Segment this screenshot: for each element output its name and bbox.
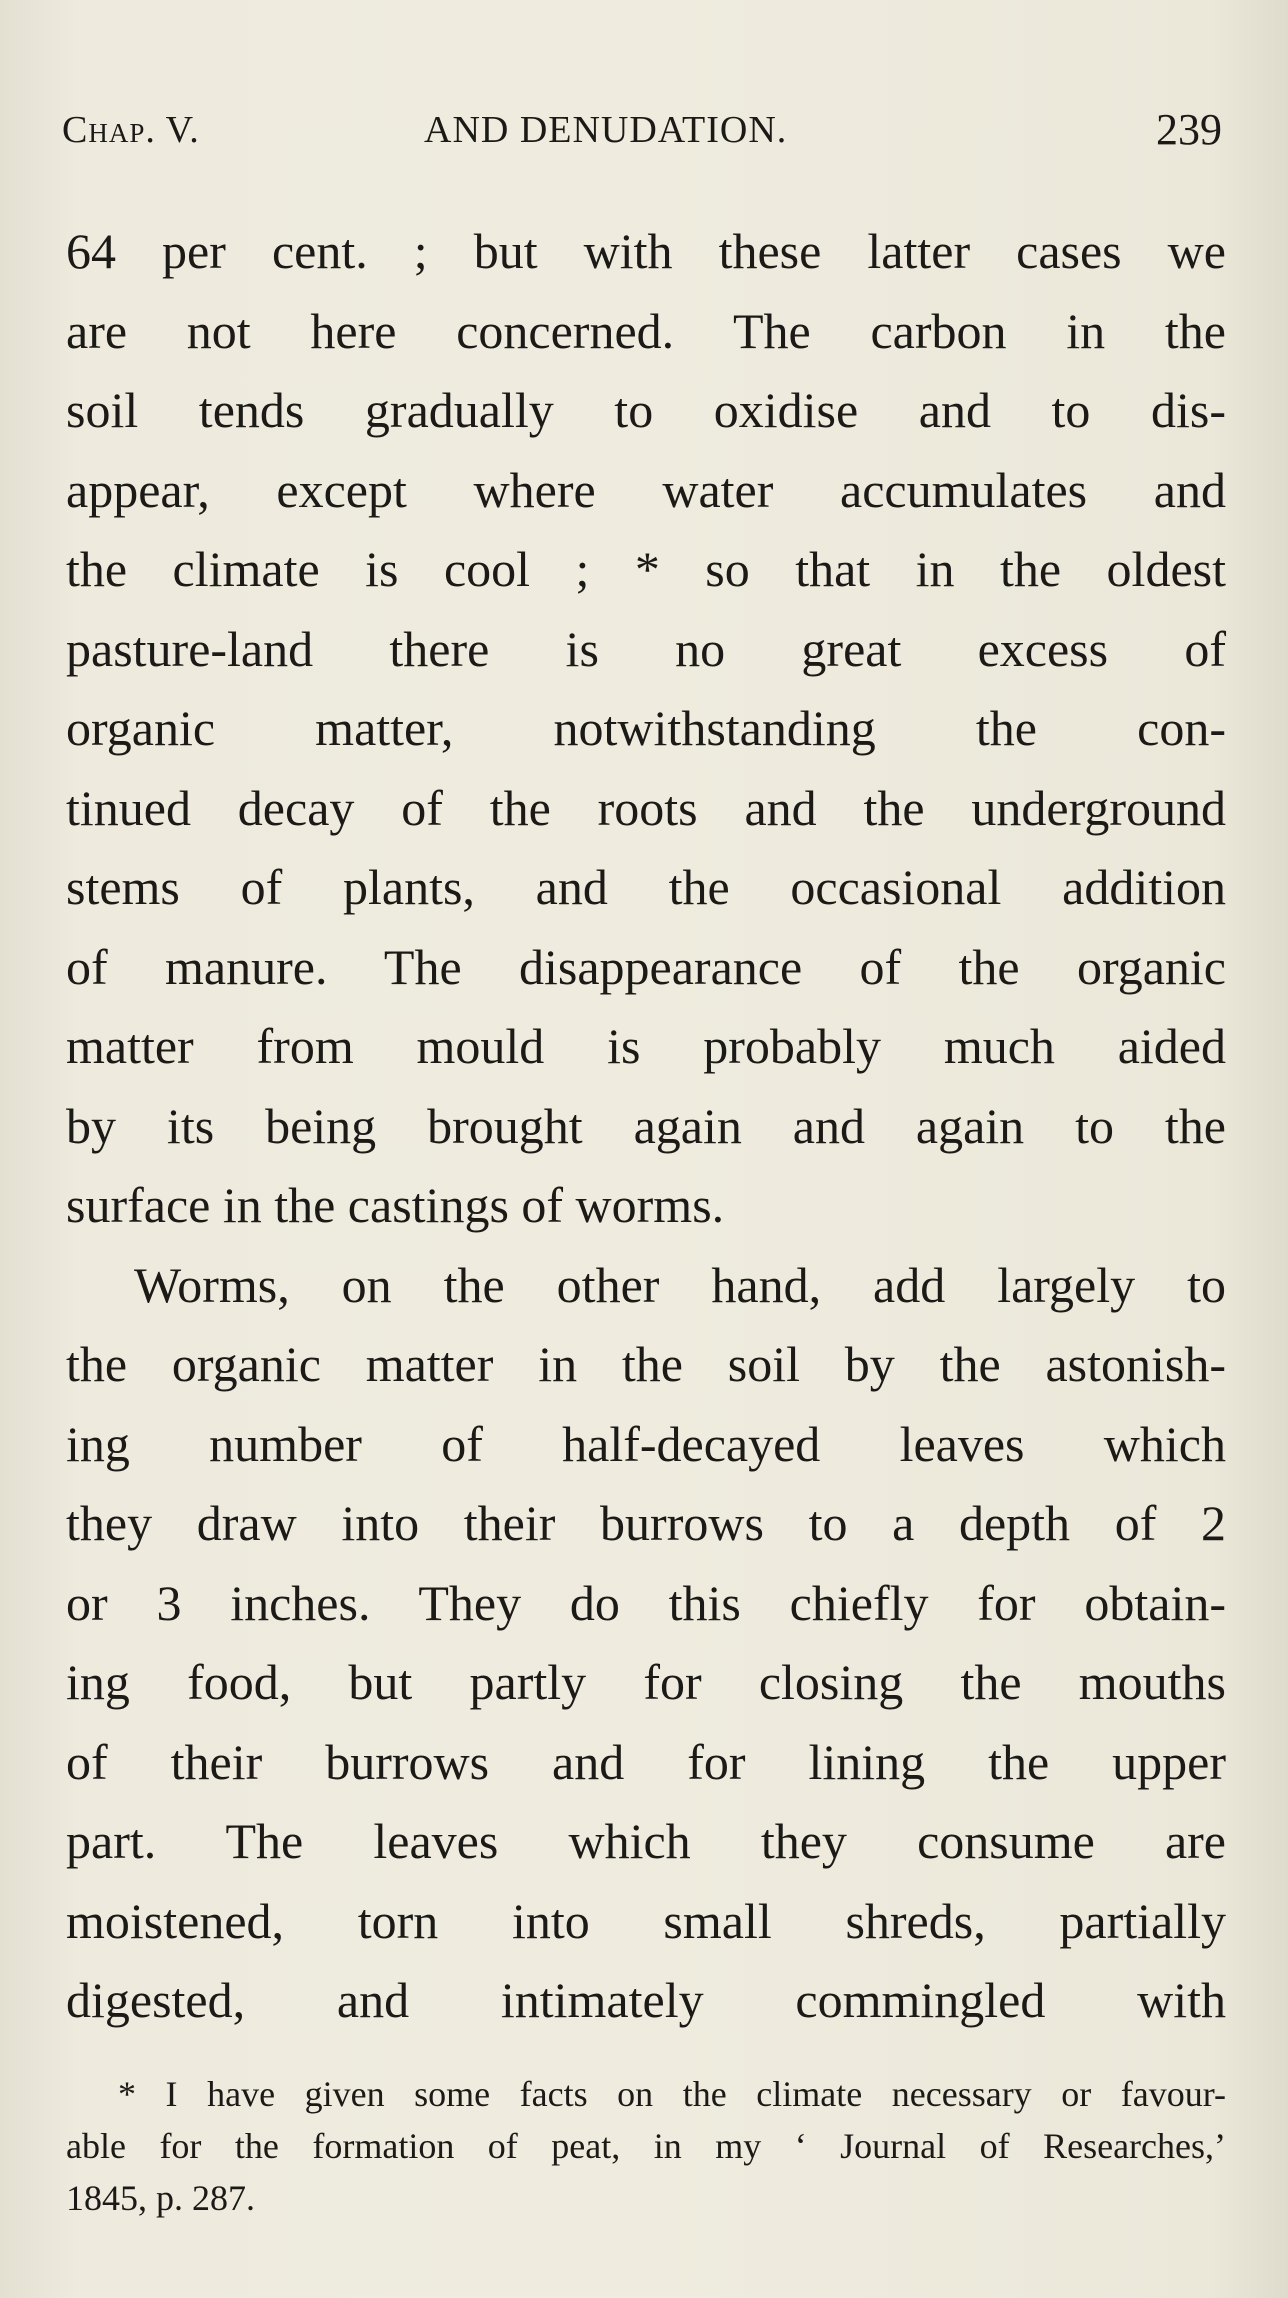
text-line: matter from mould is probably much aided — [66, 1018, 1226, 1074]
text-line: pasture-land there is no great excess of — [66, 620, 1226, 677]
chapter-label: Chap. V. — [62, 109, 200, 151]
body-text — [66, 212, 1226, 2041]
footnote-line: able for the formation of peat, in my ‘ Journal of Researches,’ — [66, 2126, 1226, 2166]
page-header — [62, 100, 1222, 160]
text-line: by its being brought again and again to the — [66, 1097, 1226, 1154]
text-line: appear, except where water accumulates and — [66, 461, 1226, 518]
text-line: part. The leaves which they consume are — [66, 1813, 1226, 1869]
text-line: moistened, torn into small shreds, partially — [66, 1892, 1226, 1949]
footnote-line: * I have given some facts on the climate necessary or favour- — [118, 2074, 1226, 2114]
text-line: ing number of half-decayed leaves which — [66, 1415, 1226, 1472]
text-line: stems of plants, and the occasional addition — [66, 859, 1226, 915]
text-line: the organic matter in the soil by the astonish- — [66, 1336, 1226, 1392]
text-line: of their burrows and for lining the upper — [66, 1733, 1226, 1790]
text-line: are not here concerned. The carbon in the — [66, 302, 1226, 359]
footnote — [66, 2068, 1226, 2224]
running-title: AND DENUDATION. — [424, 109, 788, 151]
text-line: of manure. The disappearance of the organic — [66, 938, 1226, 995]
text-line: surface in the castings of worms. — [66, 1177, 725, 1233]
text-line: organic matter, notwithstanding the con- — [66, 700, 1226, 756]
text-line: or 3 inches. They do this chiefly for obtain- — [66, 1574, 1226, 1631]
text-line: they draw into their burrows to a depth of 2 — [66, 1495, 1226, 1551]
text-line: ing food, but partly for closing the mouths — [66, 1654, 1226, 1710]
text-line: the climate is cool ; * so that in the oldest — [66, 541, 1226, 597]
paragraph-start-line: Worms, on the other hand, add largely to — [134, 1256, 1226, 1313]
text-line: soil tends gradually to oxidise and to dis- — [66, 382, 1226, 438]
text-line: tinued decay of the roots and the underground — [66, 779, 1226, 836]
footnote-line: 1845, p. 287. — [66, 2178, 255, 2218]
text-line: digested, and intimately commingled with — [66, 1972, 1226, 2028]
page-number: 239 — [1156, 105, 1222, 154]
text-line: 64 per cent. ; but with these latter cases we — [66, 223, 1226, 279]
